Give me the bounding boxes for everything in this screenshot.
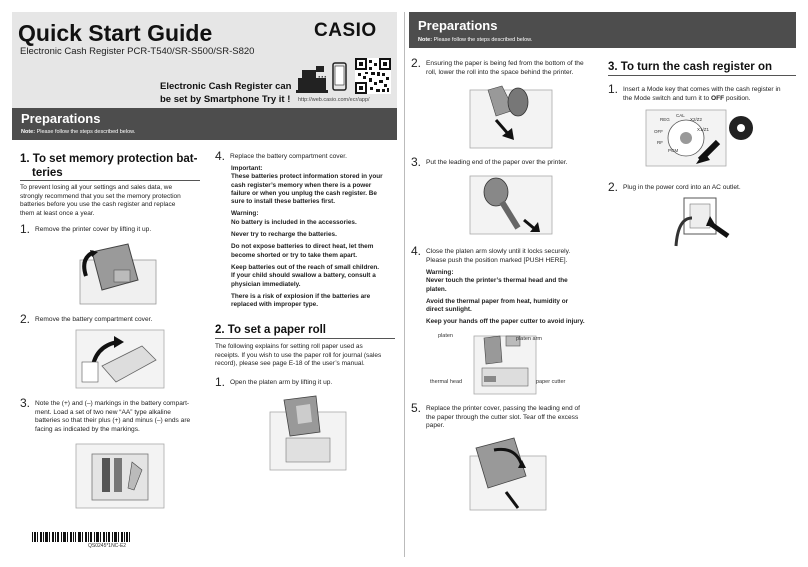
promo-text — [160, 80, 291, 106]
section2-title: 2. To set a paper roll — [215, 324, 326, 336]
warning-line: direct sunlight. — [426, 306, 472, 314]
step-number: 2. — [608, 180, 619, 194]
battery-cover-illustration — [72, 326, 168, 390]
warning-block — [426, 318, 585, 326]
note-label: Note: — [21, 129, 36, 135]
label-paper-cutter: paper cutter — [536, 379, 566, 385]
section1-title-line1: 1. To set memory protection bat- — [20, 153, 198, 165]
smartphone-icon — [332, 62, 348, 92]
warning-line: Do not expose batteries to direct heat, let them — [231, 243, 374, 251]
step-line — [623, 95, 781, 104]
step-line: roll, lower the roll into the space behind the printer. — [426, 68, 574, 76]
step-number: 4. — [411, 244, 422, 258]
step-text — [426, 60, 584, 77]
band-note — [418, 37, 532, 43]
note-text: Please follow the steps described below. — [36, 129, 136, 135]
ac-outlet-illustration — [672, 196, 734, 248]
intro-line: The following explains for setting roll paper used as — [215, 343, 363, 350]
platen-arm-illustration — [266, 392, 350, 472]
warning-line: platen. — [426, 285, 447, 293]
intro-line: them at least once a year. — [20, 209, 95, 217]
warning-line: replaced with improper type. — [231, 301, 319, 309]
warning-block — [231, 231, 403, 239]
step-text: Replace the battery compartment cover. — [230, 153, 347, 160]
section3-title: 3. To turn the cash register on — [608, 61, 773, 73]
preparations-band-right — [409, 12, 796, 48]
band-title: Preparations — [21, 111, 101, 126]
warning-line: failure or when you unplug the cash register. Be — [231, 189, 377, 197]
section2-intro — [215, 343, 381, 369]
step-line: the paper through the cutter slot. Tear off the excess — [426, 413, 579, 421]
warning-line: Never touch the printer’s thermal head and the — [426, 277, 568, 285]
warning-line: Important: — [231, 165, 263, 172]
step-number: 1. — [20, 222, 31, 236]
label-platen: platen — [438, 333, 453, 339]
intro-line: receipts. If you wish to use the paper roll for journal (sales — [215, 351, 382, 359]
section1-intro — [20, 184, 181, 218]
off-position-label: OFF — [710, 94, 725, 102]
dots-icon: ··· — [318, 72, 327, 82]
promo-line-1: Electronic Cash Register can — [160, 81, 292, 92]
note-label: Note: — [418, 37, 433, 43]
warning-block — [231, 293, 403, 310]
qr-code-icon — [355, 58, 391, 94]
step-number: 4. — [215, 149, 226, 163]
section1-title — [20, 152, 197, 180]
step-text: Remove the printer cover by lifting it up. — [35, 226, 152, 233]
step-text — [623, 86, 781, 103]
step-text — [426, 405, 580, 431]
warning-line: sure to install these batteries first. — [231, 198, 336, 206]
step-text: Open the platen arm by lifting it up. — [230, 379, 333, 386]
warning-line: become shorted or try to take them apart. — [231, 251, 358, 259]
step-line: Note the (+) and (–) markings in the battery compart- — [35, 400, 190, 407]
section1-title-line2: teries — [32, 167, 63, 179]
step-text: Remove the battery compartment cover. — [35, 316, 153, 323]
app-url[interactable]: http://web.casio.com/ecr/app/ — [298, 97, 370, 103]
promo-line-2: be set by Smartphone Try it ! — [160, 94, 291, 105]
warning-line: cash register’s memory when there is a power — [231, 181, 372, 189]
warning-line: If your child should swallow a battery, consult a — [231, 272, 376, 280]
replace-cover-illustration — [466, 436, 550, 512]
printer-cover-illustration — [72, 240, 162, 306]
step-text — [426, 248, 570, 265]
band-title: Preparations — [418, 18, 498, 33]
page-subtitle: Electronic Cash Register PCR-T540/SR-S500/SR-S820 — [20, 46, 255, 57]
label-thermal-head: thermal head — [430, 379, 463, 385]
paper-feed-illustration — [466, 172, 556, 238]
step-line: batteries so that their plus (+) and minus (–) ends are — [35, 417, 191, 425]
mode-label-reg: REG — [660, 117, 670, 122]
step-text: Plug in the power cord into an AC outlet. — [623, 184, 741, 191]
step-text: Put the leading end of the paper over the printer. — [426, 159, 568, 166]
warning-line: Keep batteries out of the reach of small children. — [231, 263, 380, 271]
intro-line: batteries before you use the cash register and replace — [20, 201, 176, 209]
intro-line: strongly recommend that you set the memory protection — [20, 192, 181, 200]
step-line: Ensuring the paper is being fed from the bottom of the — [426, 60, 584, 67]
barcode-icon — [32, 532, 132, 542]
step-number: 3. — [411, 155, 422, 169]
step-number: 2. — [411, 56, 422, 70]
step-line-part: the Mode switch and turn it to — [623, 94, 711, 102]
brand-logo: CASIO — [314, 20, 377, 41]
step-number: 5. — [411, 401, 422, 415]
warning-block — [231, 264, 403, 289]
step-number: 2. — [20, 312, 31, 326]
warning-line: Never try to recharge the batteries. — [231, 231, 337, 239]
preparations-band-left — [12, 108, 397, 140]
label-platen-arm: platen arm — [516, 336, 542, 342]
step-line: Please push the position marked [PUSH HERE]. — [426, 256, 568, 264]
step-number: 3. — [20, 396, 31, 410]
step-text — [35, 400, 190, 434]
mode-label-rf: RF — [657, 140, 663, 145]
warning-block — [426, 269, 585, 294]
page-title: Quick Start Guide — [18, 20, 213, 46]
battery-load-illustration — [72, 440, 168, 512]
warning-line: These batteries protect information stored in your — [231, 173, 383, 181]
step-line-part: position. — [724, 94, 751, 102]
intro-line: record), please see page E-18 of the user’s manual. — [215, 360, 365, 368]
mode-label-off: OFF — [654, 129, 663, 134]
warning-line: Warning: — [426, 269, 454, 276]
step-line: facing as indicated by the markings. — [35, 425, 140, 433]
paper-roll-illustration — [466, 80, 556, 150]
section-rule — [20, 180, 200, 181]
mode-label-pgm: PGM — [668, 148, 679, 153]
intro-line: To prevent losing all your settings and sales data, we — [20, 184, 173, 191]
section-rule — [215, 338, 395, 339]
step-number: 1. — [215, 375, 226, 389]
step-line: paper. — [426, 422, 445, 430]
mode-label-x1z1: X1/Z1 — [697, 127, 710, 132]
step-line: Replace the printer cover, passing the leading end of — [426, 405, 580, 412]
warning-block — [231, 243, 403, 260]
document-code: QS0245*1NC-E2 — [88, 543, 127, 549]
section-rule — [608, 75, 796, 76]
warning-line: Keep your hands off the paper cutter to avoid injury. — [426, 318, 585, 326]
warning-block — [231, 165, 403, 206]
cash-register-icon — [296, 62, 334, 96]
paper-warnings — [426, 269, 585, 327]
warning-block — [231, 210, 403, 227]
step-line: ment. Load a set of two new “AA” type alkaline — [35, 408, 171, 416]
page-divider — [404, 12, 405, 557]
warning-line: There is a risk of explosion if the batteries are — [231, 292, 371, 300]
step-number: 1. — [608, 82, 619, 96]
band-note — [21, 129, 135, 135]
warning-line: No battery is included in the accessories. — [231, 218, 357, 226]
battery-warnings — [231, 165, 403, 309]
mode-label-x2z2: X2/Z2 — [690, 117, 703, 122]
warning-line: Avoid the thermal paper from heat, humidity or — [426, 297, 569, 305]
step-line: Insert a Mode key that comes with the cash register in — [623, 86, 781, 93]
mode-label-cal: CAL — [676, 113, 685, 118]
warning-line: physician immediately. — [231, 280, 301, 288]
warning-line: Warning: — [231, 210, 259, 218]
step-line: Close the platen arm slowly until it locks securely. — [426, 248, 571, 255]
note-text: Please follow the steps described below. — [433, 37, 533, 43]
warning-block — [426, 298, 585, 315]
